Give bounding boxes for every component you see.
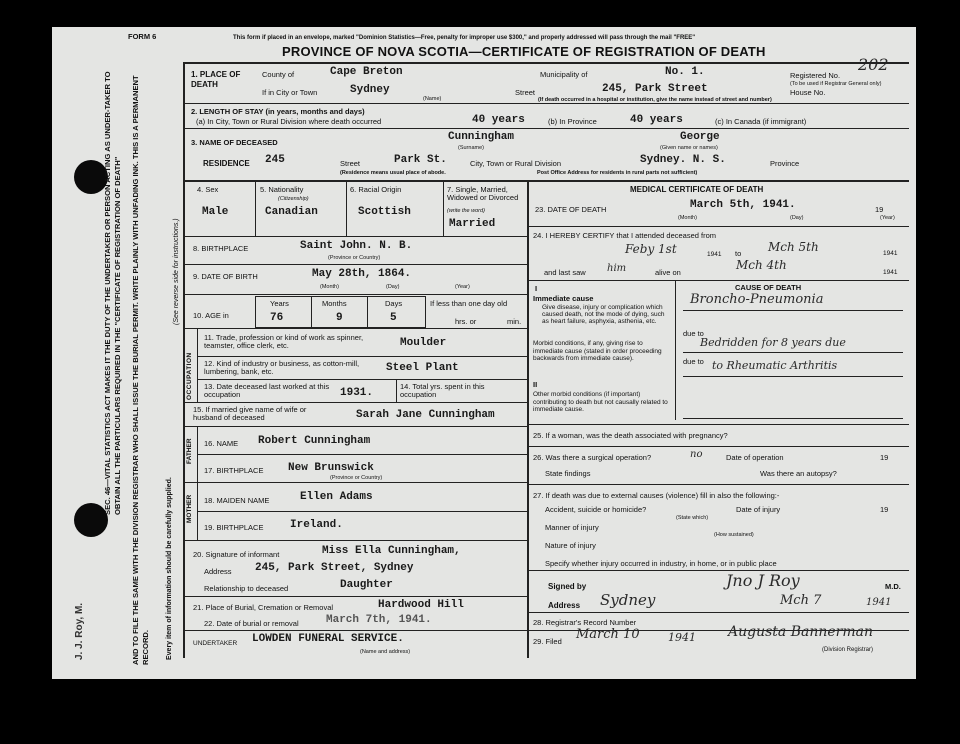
q26-answer: no [690, 449, 703, 460]
name-caption: (Name) [423, 96, 442, 102]
row-divider [183, 264, 527, 265]
cause-i-label: I [535, 284, 538, 293]
q27-label: 27. If death was due to external causes (violence) fill in also the following:- [533, 491, 780, 500]
operation-year-prefix: 19 [880, 453, 889, 462]
row-divider [527, 612, 909, 613]
registrar-signature: Augusta Bannerman [728, 624, 873, 640]
age-days: 5 [390, 312, 397, 324]
death-day-caption: (Day) [790, 215, 804, 221]
dob-month-caption: (Month) [320, 284, 339, 290]
burial-date: March 7th, 1941. [326, 614, 432, 626]
cause-line [683, 352, 903, 353]
physician-address: Sydney [600, 591, 656, 609]
street-label: Street [515, 88, 536, 97]
deceased-label: 3. NAME OF DECEASED [191, 138, 278, 147]
surname-caption: (Surname) [458, 145, 484, 151]
cause-divider [675, 280, 676, 420]
dob-label: 9. DATE OF BIRTH [193, 272, 258, 281]
marital-label: 7. Single, Married, Widowed or Divorced [447, 185, 519, 202]
residence-label: RESIDENCE [203, 159, 250, 168]
sec46-notice: SEC. 46—VITAL STATISTICS ACT MAKES IT THE DUTY OF THE UNDERTAKER OR PERSON ACTING AS UNDER-TAKER TO OBTAIN ALL THE PARTICULARS REQUIRED IN THE "CERTIFICATE OF REGISTRATION OF DEATH" [103, 71, 122, 515]
father-birthplace-label: 17. BIRTHPLACE [204, 466, 264, 475]
house-label: House No. [790, 88, 826, 97]
days-label: Days [385, 299, 403, 308]
months-label: Months [322, 299, 347, 308]
father-side-label: FATHER [186, 438, 193, 464]
informant-address-label: Address [204, 567, 232, 576]
relationship-value: Daughter [340, 579, 393, 591]
injury-year-prefix: 19 [880, 505, 889, 514]
informant-label: 20. Signature of informant [193, 550, 280, 559]
burial-permit-notice: AND TO FILE THE SAME WITH THE DIVISION REGISTRAR WHO SHALL ISSUE THE BURIAL PERMIT. WRITE PLAINLY WITH UNFADING INK. THIS IS A PERMANENT RECORD. [131, 75, 150, 665]
given-name-value: George [680, 131, 720, 143]
physician-address-label: Address [548, 601, 581, 610]
father-birthplace: New Brunswick [288, 462, 374, 474]
cause-line [683, 310, 903, 311]
row-divider [183, 128, 909, 129]
surname-value: Cunningham [448, 131, 515, 143]
municipality-value: No. 1. [665, 66, 705, 78]
page-title: PROVINCE OF NOVA SCOTIA—CERTIFICATE OF REGISTRATION OF DEATH [282, 44, 766, 59]
dob-day-caption: (Day) [386, 284, 400, 290]
stay-b-label: (b) In Province [548, 117, 597, 126]
age-label: 10. AGE in [193, 311, 229, 320]
how-sustained-caption: (How sustained) [714, 532, 754, 538]
age-divider [367, 296, 368, 328]
injury-date-label: Date of injury [736, 505, 781, 514]
morbid-cause-2: to Rheumatic Arthritis [712, 359, 838, 372]
q26-label: 26. Was there a surgical operation? [533, 453, 652, 462]
informant-address: 245, Park Street, Sydney [255, 562, 414, 574]
alive-on-year: 1941 [883, 269, 898, 276]
nationality-value: Canadian [265, 206, 318, 218]
cause-line [683, 418, 903, 419]
relationship-label: Relationship to deceased [204, 584, 289, 593]
row-divider [527, 226, 909, 227]
trade-label: 11. Trade, profession or kind of work as spinner, teamster, office clerk, etc. [204, 333, 364, 350]
city-label: If in City or Town [262, 88, 318, 97]
marital-value: Married [449, 218, 496, 230]
row-divider [527, 424, 909, 425]
spouse-value: Sarah Jane Cunningham [356, 409, 495, 421]
occupation-side-divider [197, 328, 198, 402]
immediate-cause: Broncho-Pneumonia [690, 292, 824, 307]
street-value: 245, Park Street [602, 83, 708, 95]
physician-address-date: Mch 7 [780, 593, 822, 608]
registrar-caption: (Division Registrar) [822, 647, 874, 653]
residence-caption-right: Post Office Address for residents in rural parts not sufficient) [537, 170, 698, 176]
row-divider [197, 379, 527, 380]
row-divider [183, 328, 527, 329]
attended-label: 24. I HEREBY CERTIFY that I attended deceased from [533, 231, 717, 240]
undertaker-value: LOWDEN FUNERAL SERVICE. [252, 633, 404, 645]
burial-place: Hardwood Hill [378, 599, 464, 611]
attended-from-year: 1941 [707, 251, 722, 258]
age-months: 9 [336, 312, 343, 324]
other-conditions-label: Other morbid conditions (if important) contributing to death but not causally related to immediate cause. [533, 391, 668, 413]
cause-heading: CAUSE OF DEATH [735, 283, 802, 292]
last-saw-him: him [607, 263, 627, 274]
morbid-cause-1: Bedridden for 8 years due [700, 336, 846, 349]
row-divider [527, 280, 909, 281]
row-divider [183, 294, 527, 295]
years-label: Years [270, 299, 289, 308]
sex-value: Male [202, 206, 229, 218]
residence-number: 245 [265, 154, 285, 166]
registered-no-label: Registered No. [790, 71, 841, 80]
county-value: Cape Breton [330, 66, 403, 78]
birthplace-caption: (Province or Country) [328, 255, 381, 261]
sex-label: 4. Sex [197, 185, 219, 194]
operation-date-label: Date of operation [726, 453, 784, 462]
last-worked-value: 1931. [340, 387, 374, 399]
residence-street: Park St. [394, 154, 447, 166]
row-divider [183, 596, 527, 597]
last-worked-label: 13. Date deceased last worked at this occupation [204, 382, 330, 399]
medical-heading: MEDICAL CERTIFICATE OF DEATH [630, 185, 764, 194]
place-label: 1. PLACE OF DEATH [191, 70, 241, 89]
attended-to-year: 1941 [883, 250, 898, 257]
mother-side-label: MOTHER [186, 494, 193, 523]
residence-city-label: City, Town or Rural Division [470, 159, 561, 168]
last-saw-label: and last saw [544, 268, 586, 277]
stay-c-label: (c) In Canada (if immigrant) [715, 117, 807, 126]
nature-label: Nature of injury [545, 541, 596, 550]
alive-on-label: alive on [655, 268, 681, 277]
industry-value: Steel Plant [386, 362, 459, 374]
section-divider [183, 180, 909, 182]
death-year-prefix: 19 [875, 205, 884, 214]
mother-maiden: Ellen Adams [300, 491, 373, 503]
age-years: 76 [270, 312, 284, 324]
father-name: Robert Cunningham [258, 435, 371, 447]
less-than-day-label: If less than one day old [430, 299, 508, 308]
mother-birthplace-label: 19. BIRTHPLACE [204, 523, 264, 532]
row-divider [183, 103, 909, 104]
dob-value: May 28th, 1864. [312, 268, 412, 280]
undertaker-label: UNDERTAKER [193, 640, 238, 647]
stay-label: 2. LENGTH OF STAY (in years, months and days) [191, 107, 365, 116]
row-divider [183, 630, 527, 631]
death-date: March 5th, 1941. [690, 199, 796, 211]
burial-date-label: 22. Date of burial or removal [204, 619, 299, 628]
hrs-label: hrs. or [455, 317, 477, 326]
physician-address-year: 1941 [866, 597, 892, 608]
accident-label: Accident, suicide or homicide? [545, 505, 647, 514]
industry-label: 12. Kind of industry or business, as cotton-mill, lumbering, bank, etc. [204, 359, 360, 376]
city-value: Sydney [350, 84, 390, 96]
row-divider [183, 426, 527, 427]
row-divider [183, 482, 527, 483]
row-divider [197, 356, 527, 357]
mail-notice: This form if placed in an envelope, marked "Dominion Statistics—Free, penalty for improper use $300," and properly addressed will pass through the mail "FREE" [233, 35, 696, 41]
autopsy-label: Was there an autopsy? [760, 469, 837, 478]
nationality-label: 5. Nationality [260, 185, 304, 194]
father-birthplace-caption: (Province or Country) [330, 475, 383, 481]
birthplace-value: Saint John. N. B. [300, 240, 413, 252]
row-divider [183, 236, 527, 237]
dob-year-caption: (Year) [455, 284, 470, 290]
cause-ii-label: II [533, 380, 538, 389]
death-date-label: 23. DATE OF DEATH [535, 205, 607, 214]
given-caption: (Given name or names) [660, 145, 718, 151]
row-divider [527, 484, 909, 485]
municipality-label: Municipality of [540, 70, 588, 79]
mother-maiden-label: 18. MAIDEN NAME [204, 496, 270, 505]
death-year-caption: (Year) [880, 215, 895, 221]
row-divider [527, 446, 909, 447]
alive-on-value: Mch 4th [736, 258, 787, 272]
age-divider [311, 296, 312, 328]
filed-year: 1941 [668, 631, 696, 644]
father-name-label: 16. NAME [204, 439, 239, 448]
county-label: County of [262, 70, 295, 79]
hospital-note: (If death occurred in a hospital or institution, give the name instead of street and number) [538, 97, 772, 103]
row-divider [183, 540, 527, 541]
registrar-note: (To be used if Registrar General only) [790, 81, 882, 87]
col-divider [346, 180, 347, 236]
racial-label: 6. Racial Origin [350, 185, 402, 194]
attended-to-label: to [735, 249, 742, 258]
col-divider [255, 180, 256, 236]
form-number: FORM 6 [128, 32, 157, 41]
stay-a-label: (a) In City, Town or Rural Division where death occurred [196, 117, 382, 126]
registered-no: 202 [858, 55, 889, 74]
row-divider [183, 402, 527, 403]
stay-b-value: 40 years [630, 114, 683, 126]
marital-caption: (write the word) [447, 208, 485, 214]
q28-label: 28. Registrar's Record Number [533, 618, 637, 627]
left-border [183, 62, 185, 658]
q25-label: 25. If a woman, was the death associated with pregnancy? [533, 431, 728, 440]
every-item-notice: Every item of information should be carefully supplied. [166, 477, 173, 660]
cause-line [683, 376, 903, 377]
attended-to: Mch 5th [768, 240, 819, 254]
residence-province-label: Province [770, 159, 800, 168]
physician-signature: Jno J Roy [726, 571, 800, 590]
immediate-note: Give disease, injury or complication which caused death, not the mode of dying, such as heart failure, asphyxia, asthenia, etc. [542, 304, 665, 325]
birthplace-label: 8. BIRTHPLACE [193, 244, 249, 253]
col-divider [443, 180, 444, 236]
residence-street-label: Street [340, 159, 361, 168]
residence-city: Sydney. N. S. [640, 154, 726, 166]
manner-label: Manner of injury [545, 523, 599, 532]
center-divider [527, 180, 529, 658]
min-label: min. [507, 317, 522, 326]
attended-from: Feby 1st [625, 242, 677, 256]
col-divider [396, 379, 397, 402]
md-label: M.D. [885, 582, 901, 591]
morbid-label: Morbid conditions, if any, giving rise to immediate cause (stated in order proceeding backwards from immediate cause). [533, 340, 662, 362]
top-border [183, 62, 909, 64]
specify-label: Specify whether injury occurred in industry, in home, or in public place [545, 559, 777, 568]
due-to-label-1: due to [683, 329, 704, 338]
state-which-caption: (State which) [676, 515, 709, 521]
row-divider [197, 511, 527, 512]
death-month-caption: (Month) [678, 215, 697, 221]
filed-date: March 10 [576, 627, 640, 642]
undertaker-caption: (Name and address) [360, 649, 411, 655]
row-divider [197, 454, 527, 455]
signed-label: Signed by [548, 582, 587, 591]
burial-place-label: 21. Place of Burial, Cremation or Removal [193, 603, 334, 612]
racial-value: Scottish [358, 206, 411, 218]
row-divider [527, 570, 909, 571]
trade-value: Moulder [400, 337, 447, 349]
q29-label: 29. Filed [533, 637, 562, 646]
occupation-side-label: OCCUPATION [186, 352, 193, 400]
nationality-caption: (Citizenship) [278, 196, 309, 202]
informant-value: Miss Ella Cunningham, [322, 545, 461, 557]
stay-a-value: 40 years [472, 114, 525, 126]
see-reverse-note: (See reverse side for instructions.) [173, 218, 180, 325]
registrar-stamp: J. J. Roy, M. [74, 602, 85, 660]
spouse-label: 15. If married give name of wife or husband of deceased [193, 405, 307, 422]
state-findings-label: State findings [545, 469, 591, 478]
immediate-label: Immediate cause [533, 294, 594, 303]
residence-caption: (Residence means usual place of abode. [340, 170, 446, 176]
due-to-label-2: due to [683, 357, 704, 366]
total-years-label: 14. Total yrs. spent in this occupation [400, 382, 485, 399]
mother-birthplace: Ireland. [290, 519, 343, 531]
